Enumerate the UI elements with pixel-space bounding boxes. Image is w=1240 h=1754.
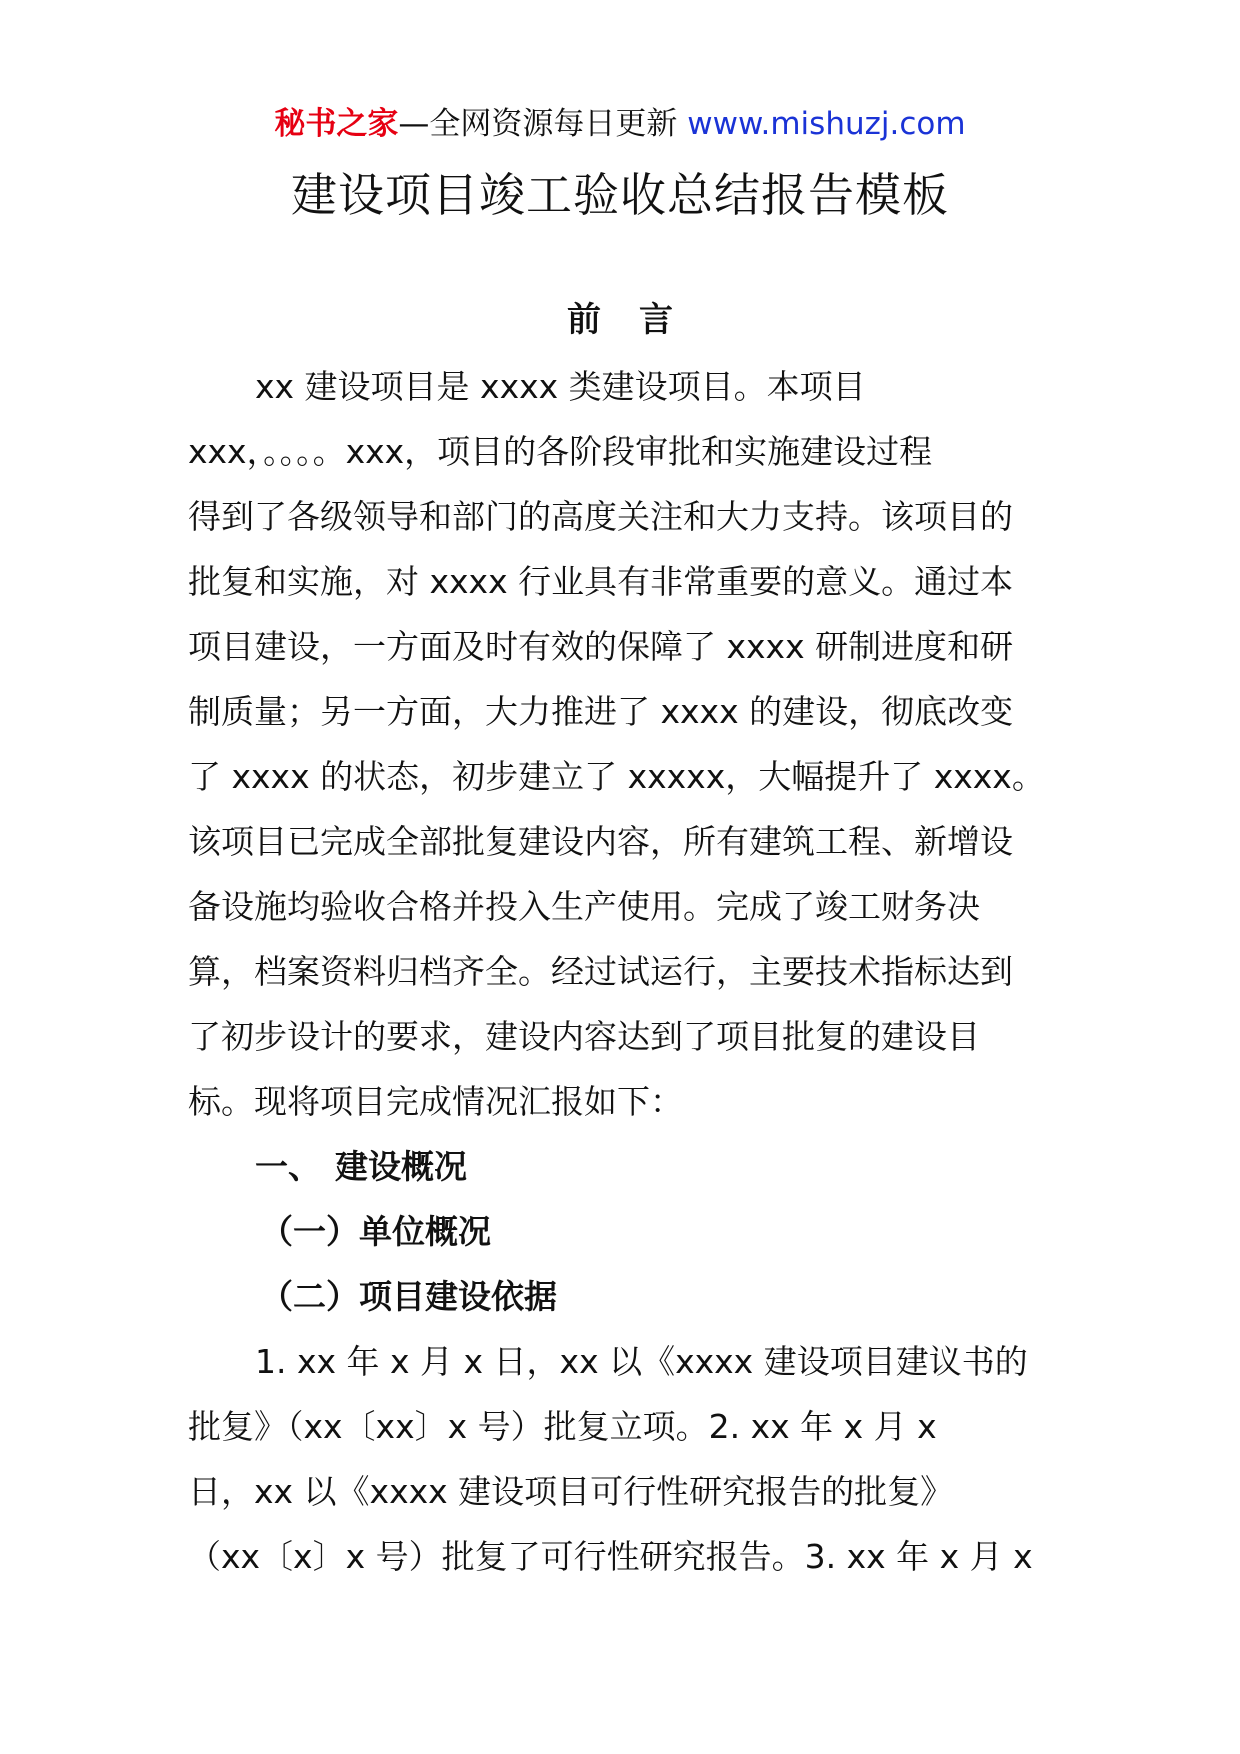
site-banner [0,102,1240,146]
subsection-heading-1: （一）单位概况 [260,1212,491,1251]
section-title: 建设概况 [335,1147,467,1186]
document-title: 建设项目竣工验收总结报告模板 [291,168,949,222]
section-number: 一、 [255,1147,321,1186]
document-body [188,354,1048,1589]
banner-url-link[interactable]: www.mishuzj.com [687,106,966,142]
banner-brand: 秘书之家 [274,106,399,142]
paragraph-line: 制质量；另一方面，大力推进了 xxxx 的建设，彻底改变 [188,692,1014,731]
paragraph-line: 了初步设计的要求，建设内容达到了项目批复的建设目 [188,1017,980,1056]
paragraph-line: xx 建设项目是 xxxx 类建设项目。本项目 [255,367,866,406]
paragraph-line: 标。现将项目完成情况汇报如下： [188,1082,683,1121]
paragraph-line: 批复和实施，对 xxxx 行业具有非常重要的意义。通过本 [188,562,1014,601]
paragraph-line: （xx〔x〕x 号）批复了可行性研究报告。3. xx 年 x 月 x [188,1537,1033,1576]
paragraph-line: 了 xxxx 的状态，初步建立了 xxxxx，大幅提升了 xxxx。 [188,757,1045,796]
paragraph-line: 备设施均验收合格并投入生产使用。完成了竣工财务决 [188,887,980,926]
paragraph-line: xxx，。。。。xxx，项目的各阶段审批和实施建设过程 [188,432,933,471]
paragraph-line: 得到了各级领导和部门的高度关注和大力支持。该项目的 [188,497,1013,536]
paragraph-line: 项目建设，一方面及时有效的保障了 xxxx 研制进度和研 [188,627,1014,666]
subsection-heading-2: （二）项目建设依据 [260,1277,557,1316]
paragraph-line: 该项目已完成全部批复建设内容，所有建筑工程、新增设 [188,822,1013,861]
preface-heading: 前言 [567,300,711,340]
banner-slogan: —全网资源每日更新 [398,106,678,142]
paragraph-line: 日，xx 以《xxxx 建设项目可行性研究报告的批复》 [188,1472,954,1511]
paragraph-line: 批复》（xx〔xx〕x 号）批复立项。2. xx 年 x 月 x [188,1407,937,1446]
section-heading-1 [188,1134,1048,1199]
paragraph-line: 算，档案资料归档齐全。经过试运行，主要技术指标达到 [188,952,1013,991]
paragraph-line: 1. xx 年 x 月 x 日，xx 以《xxxx 建设项目建议书的 [255,1342,1028,1381]
